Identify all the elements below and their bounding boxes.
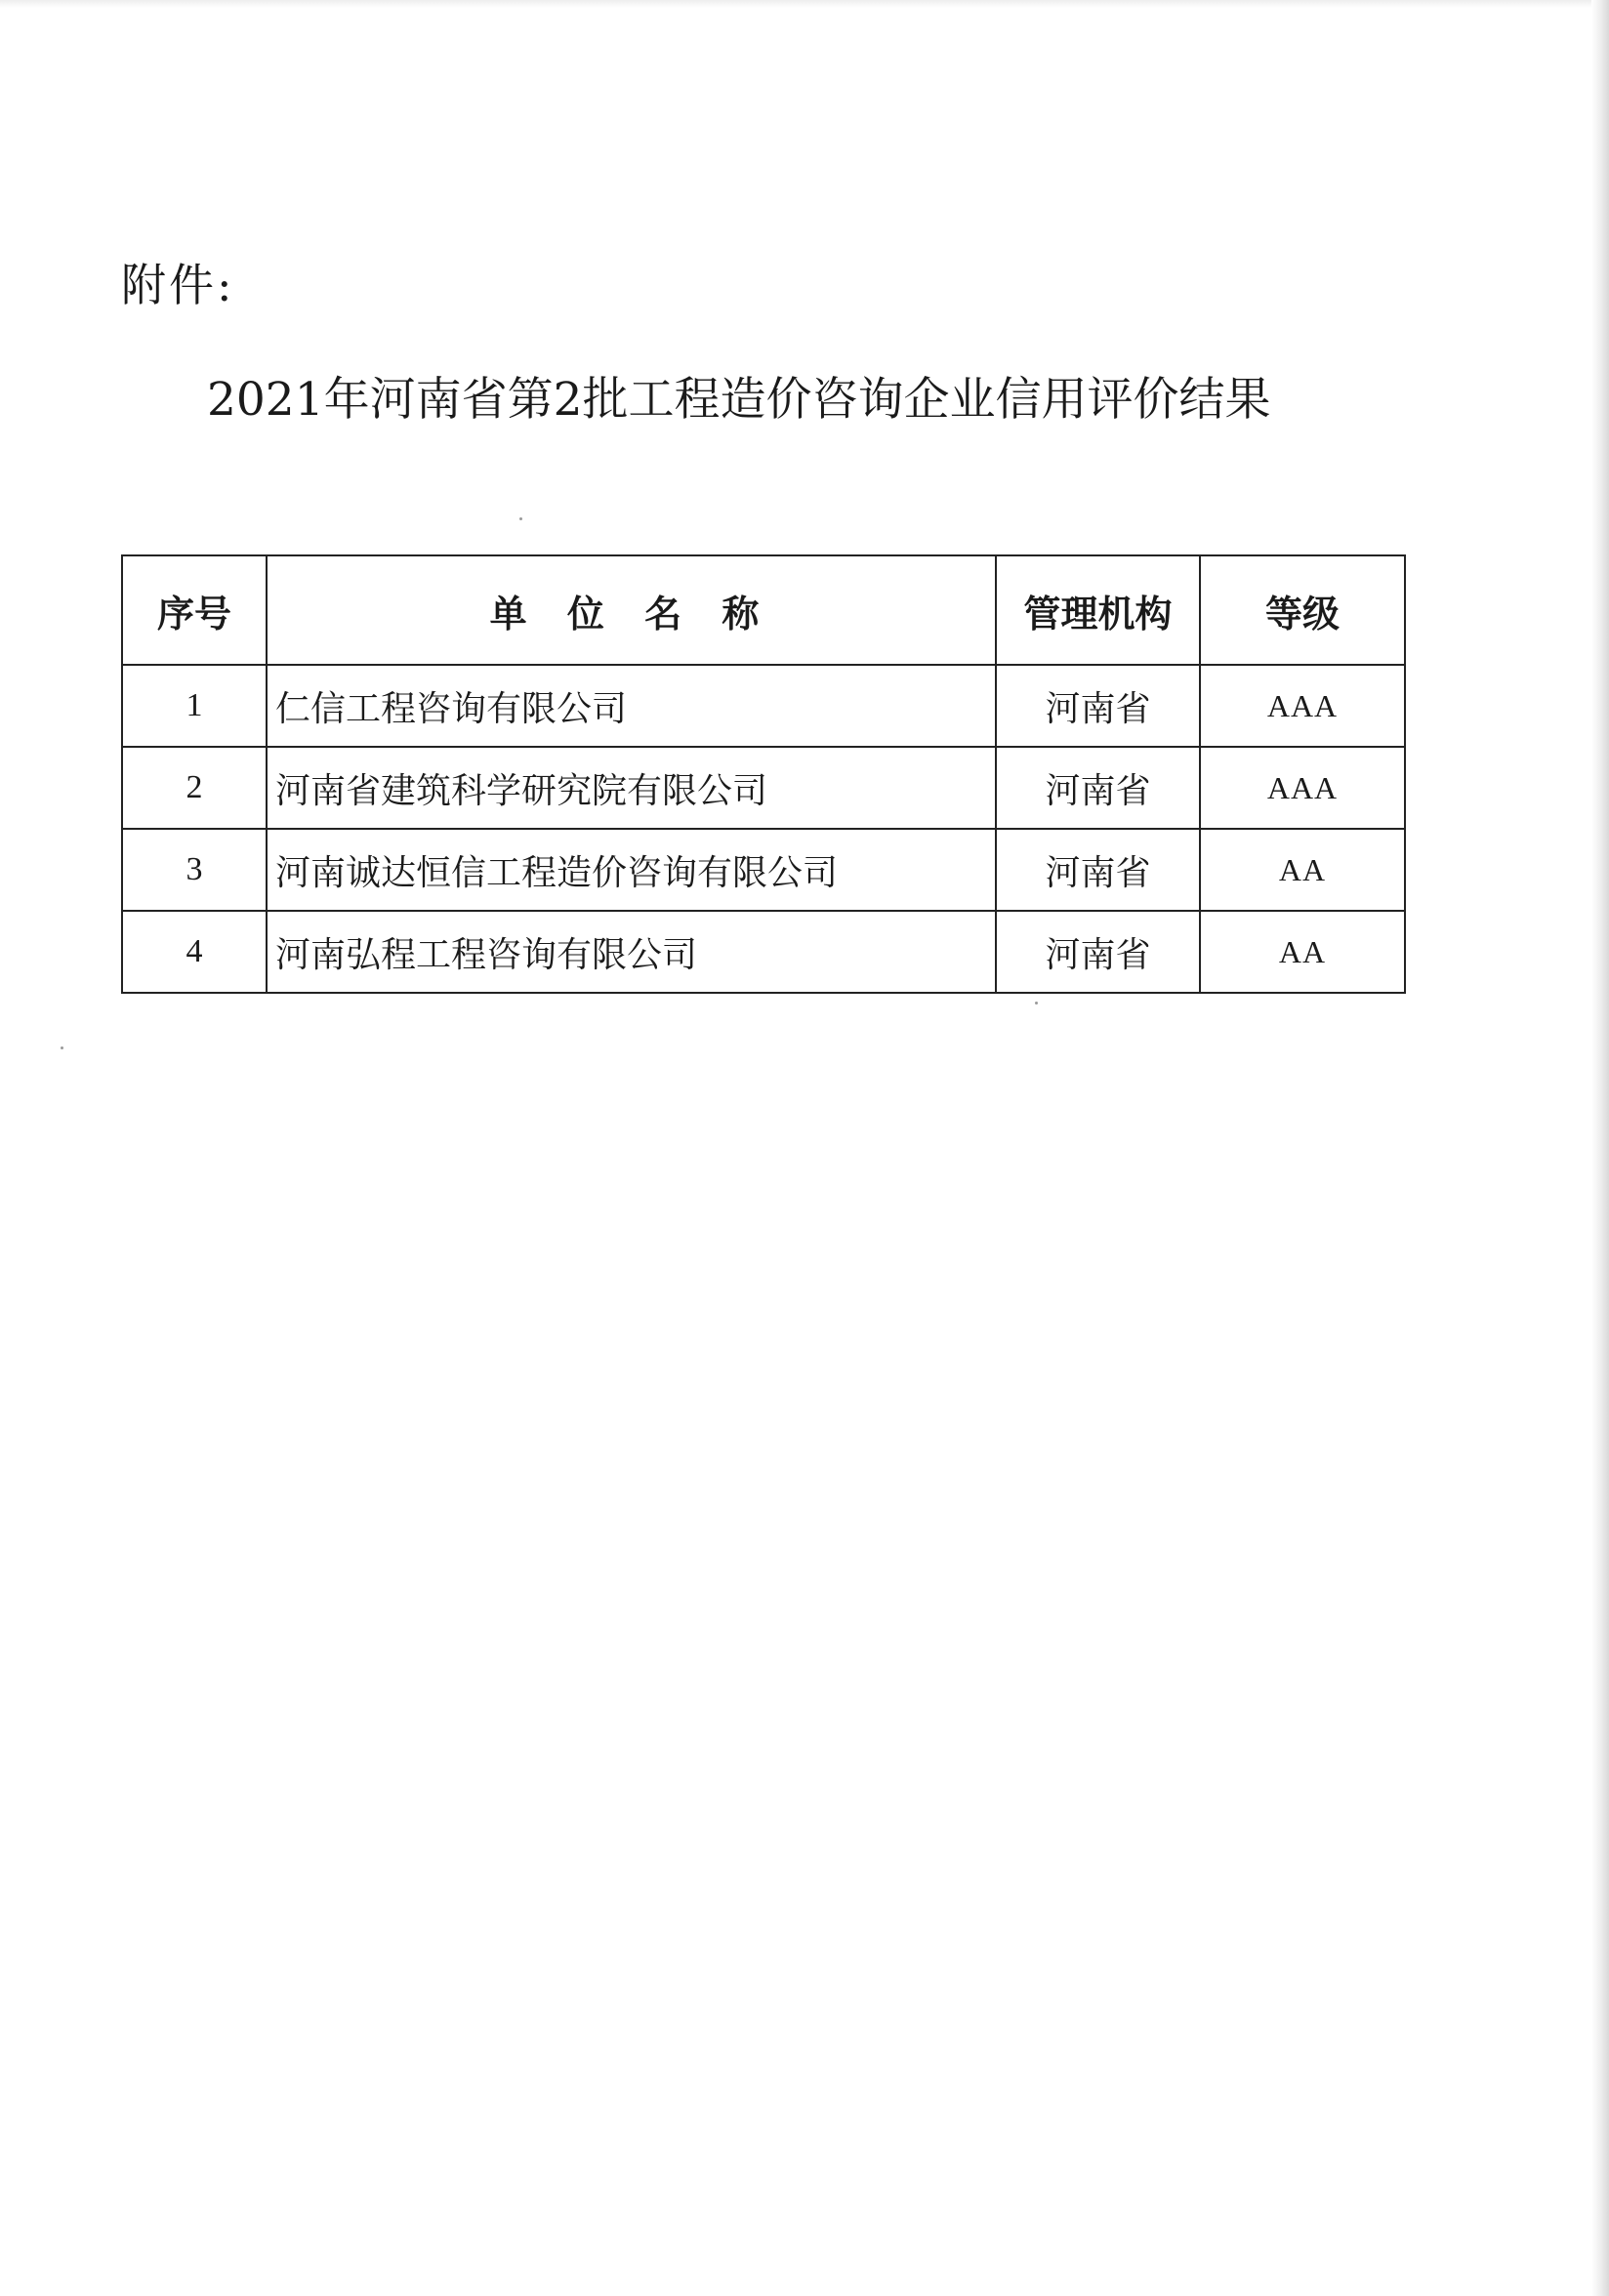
row-company-name: 仁信工程咨询有限公司 bbox=[267, 665, 996, 747]
document-title: 2021年河南省第2批工程造价咨询企业信用评价结果 bbox=[207, 373, 1271, 427]
row-authority: 河南省 bbox=[996, 829, 1200, 911]
row-company-name: 河南诚达恒信工程造价咨询有限公司 bbox=[267, 829, 996, 911]
attachment-label: 附件: bbox=[121, 259, 235, 311]
header-index: 序号 bbox=[122, 555, 267, 665]
row-company-name: 河南省建筑科学研究院有限公司 bbox=[267, 747, 996, 829]
row-index: 1 bbox=[122, 665, 267, 747]
header-grade: 等级 bbox=[1200, 555, 1405, 665]
header-name: 单 位 名 称 bbox=[267, 555, 996, 665]
row-authority: 河南省 bbox=[996, 911, 1200, 993]
table-row bbox=[122, 747, 1405, 829]
header-authority: 管理机构 bbox=[996, 555, 1200, 665]
table-row bbox=[122, 665, 1405, 747]
scan-speck bbox=[519, 517, 522, 520]
row-authority: 河南省 bbox=[996, 747, 1200, 829]
row-company-name: 河南弘程工程咨询有限公司 bbox=[267, 911, 996, 993]
scan-top-edge bbox=[0, 0, 1609, 8]
row-index: 3 bbox=[122, 829, 267, 911]
table-row bbox=[122, 829, 1405, 911]
credit-rating-table bbox=[121, 554, 1406, 994]
row-grade: AAA bbox=[1200, 747, 1405, 829]
row-index: 4 bbox=[122, 911, 267, 993]
row-authority: 河南省 bbox=[996, 665, 1200, 747]
row-grade: AA bbox=[1200, 911, 1405, 993]
scan-speck bbox=[61, 1046, 63, 1049]
row-grade: AA bbox=[1200, 829, 1405, 911]
scan-right-edge bbox=[1591, 0, 1609, 2296]
table-header-row bbox=[122, 555, 1405, 665]
scan-speck bbox=[1035, 1002, 1038, 1004]
table-row bbox=[122, 911, 1405, 993]
row-index: 2 bbox=[122, 747, 267, 829]
row-grade: AAA bbox=[1200, 665, 1405, 747]
